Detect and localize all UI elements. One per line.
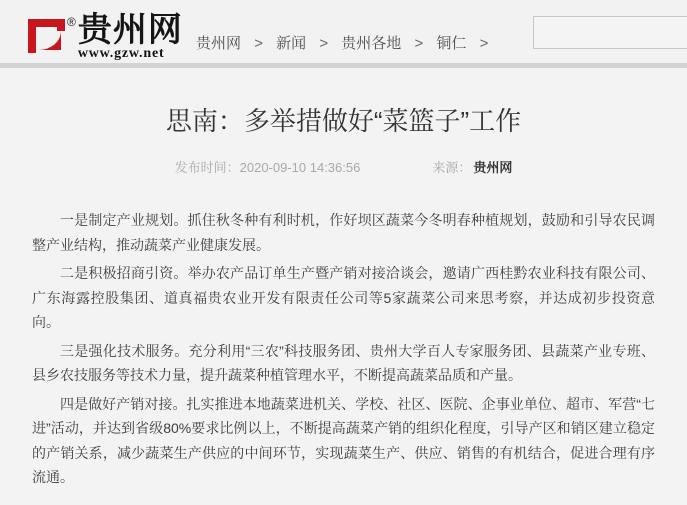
logo-site-url: www.gzw.net bbox=[77, 46, 165, 61]
breadcrumb-item-news[interactable]: 新闻 bbox=[276, 35, 307, 52]
breadcrumb-separator: > bbox=[254, 35, 263, 52]
article-paragraph: 二是积极招商引资。举办农产品订单生产暨产销对接洽谈会，邀请广西桂黔农业科技有限公司、广东海露控股集团、道真福贵农业开发有限责任公司等5家蔬菜公司来思考察，并达成初步投资意向。 bbox=[32, 265, 655, 330]
article-meta bbox=[32, 159, 655, 177]
logo-brand-name: 贵州网 bbox=[77, 11, 183, 49]
article-title: 思南：多举措做好“菜篮子”工作 bbox=[165, 106, 522, 136]
header-divider bbox=[0, 63, 687, 68]
gzw-g-logo-icon bbox=[28, 19, 65, 53]
site-header bbox=[0, 0, 687, 63]
registered-trademark-icon: ® bbox=[67, 15, 76, 29]
source-label: 来源： bbox=[432, 160, 472, 175]
breadcrumb-separator: > bbox=[479, 35, 489, 52]
article-paragraph: 四是做好产销对接。扎实推进本地蔬菜进机关、学校、社区、医院、企事业单位、超市、军营“七进”活动，并达到省级80%要求比例以上，不断提高蔬菜产销的组织化程度，引导产区和销区建立稳定的产销关系，减少蔬菜生产供应的中间环节，实现蔬菜生产、供应、销售的有机结合，促进合理有序流通。 bbox=[32, 395, 655, 485]
breadcrumb-separator: > bbox=[319, 35, 329, 52]
site-logo[interactable] bbox=[28, 11, 183, 61]
breadcrumb bbox=[196, 32, 497, 53]
breadcrumb-separator: > bbox=[414, 35, 424, 52]
article-source bbox=[432, 159, 512, 177]
article bbox=[0, 104, 687, 490]
publish-time-label: 发布时间： bbox=[174, 160, 240, 175]
source-value: 贵州网 bbox=[473, 160, 513, 175]
publish-time-value: 2020-09-10 14:36:56 bbox=[239, 160, 361, 175]
article-paragraph: 一是制定产业规划。抓住秋冬种有利时机，作好坝区蔬菜今冬明春种植规划，鼓励和引导农民调整产业结构，推动蔬菜产业健康发展。 bbox=[32, 212, 655, 253]
logo-text-block bbox=[77, 11, 183, 61]
header-banner-box bbox=[533, 16, 687, 49]
breadcrumb-item-regions[interactable]: 贵州各地 bbox=[341, 35, 402, 52]
breadcrumb-item-tongren[interactable]: 铜仁 bbox=[436, 35, 467, 52]
article-body bbox=[32, 208, 655, 490]
breadcrumb-item-home[interactable]: 贵州网 bbox=[196, 35, 242, 52]
publish-time bbox=[175, 159, 361, 177]
article-paragraph: 三是强化技术服务。充分利用“三农”科技服务团、贵州大学百人专家服务团、县蔬菜产业专班、县乡农技服务等技术力量，提升蔬菜种植管理水平，不断提高蔬菜品质和产量。 bbox=[32, 342, 655, 383]
